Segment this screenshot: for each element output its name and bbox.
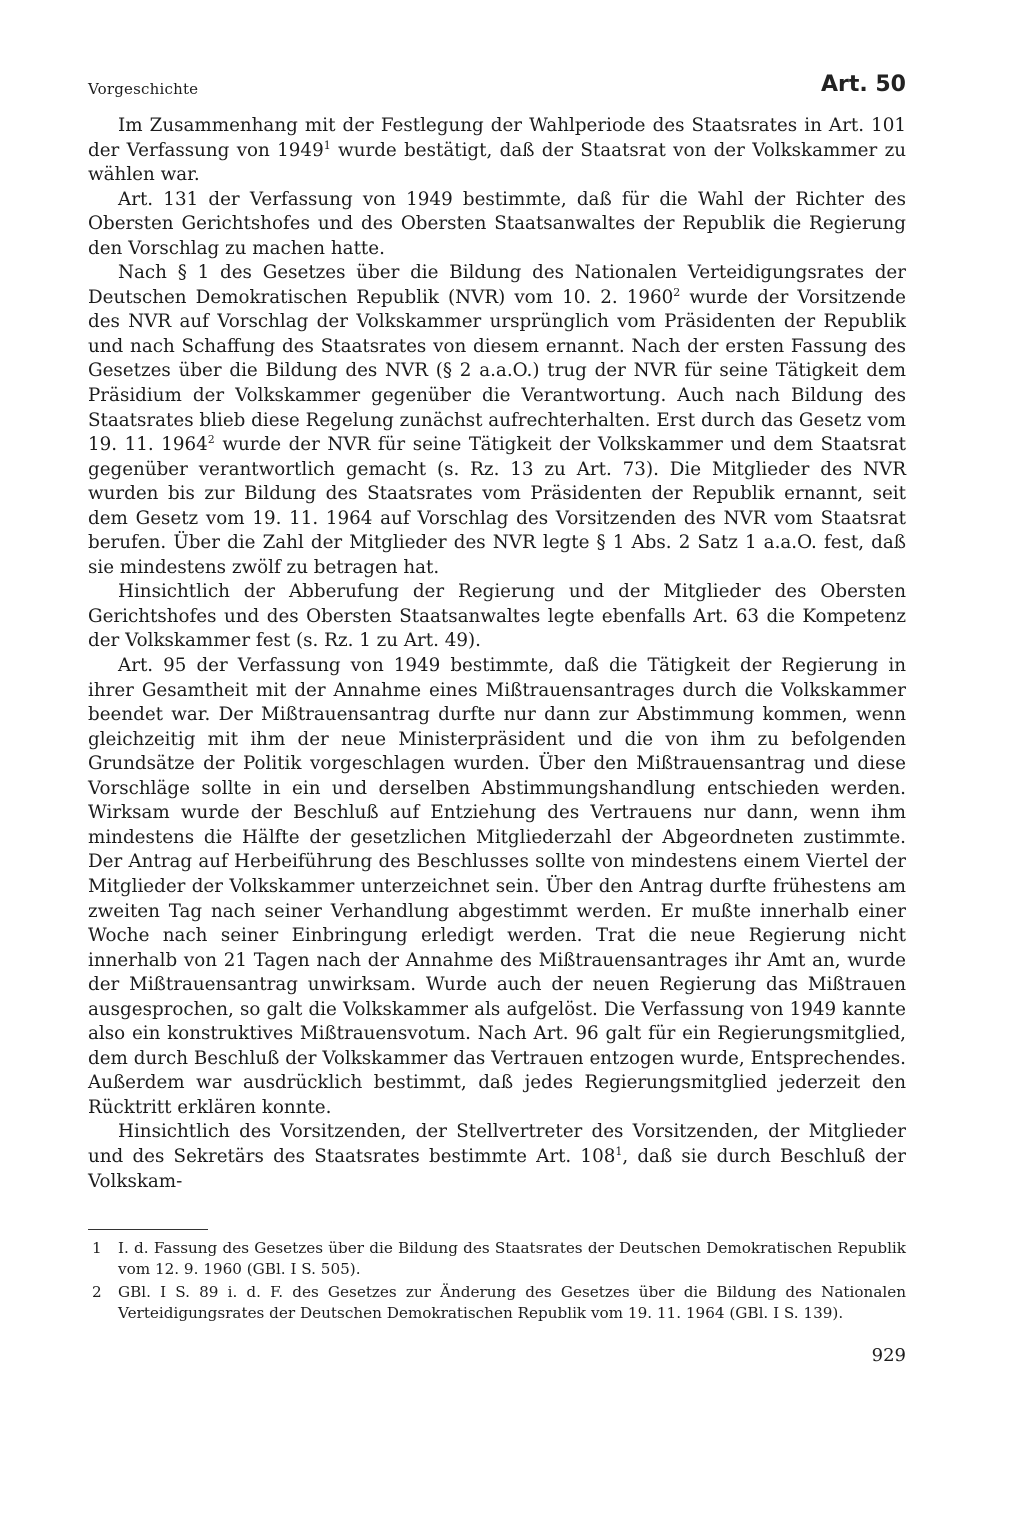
footnote-text: GBl. I S. 89 i. d. F. des Gesetzes zur Änderung des Gesetzes über die Bildung des Nationalen Verteidigungsrates der Deutschen Demokratischen Republik vom 19. 11. 1964 (GBl. I S. 139). [118, 1283, 906, 1322]
footnote-marker: 2 [673, 285, 681, 299]
footnote [88, 1282, 906, 1324]
body-paragraph: Hinsichtlich des Vorsitzenden, der Stellvertreter des Vorsitzenden, der Mitglieder und des Sekretärs des Staatsrates bestimmte Art. $108^1$, daß sie durch Beschluß der Volkskam- [88, 1121, 906, 1192]
footnote-marker: 2 [207, 433, 215, 447]
body-text [88, 114, 906, 1194]
body-paragraph: Art. 131 der Verfassung von 1949 bestimmte, daß für die Wahl der Richter des Obersten Gerichtshofes und des Obersten Staatsanwaltes der Republik die Regierung den Vorschlag zu machen hatte. [88, 188, 906, 259]
article-number: Art. 50 [820, 72, 906, 97]
footnote-divider [88, 1229, 208, 1230]
running-head: Vorgeschichte [88, 80, 199, 98]
footnote-marker: 1 [323, 138, 331, 152]
footnote-text: I. d. Fassung des Gesetzes über die Bildung des Staatsrates der Deutschen Demokratischen Republik vom 12. 9. 1960 (GBl. I S. 505). [118, 1239, 906, 1278]
footnote [88, 1238, 906, 1280]
footnotes [88, 1238, 906, 1326]
body-paragraph: Im Zusammenhang mit der Festlegung der Wahlperiode des Staatsrates in Art. 101 der Verfassung von 1949$^1$ wurde bestätigt, daß der Staatsrat von der Volkskammer zu wählen war. [88, 115, 906, 186]
body-paragraph: Nach § 1 des Gesetzes über die Bildung des Nationalen Verteidigungsrates der Deutschen Demokratischen Republik (NVR) vom 10. 2. 1960$^2$ wurde der Vorsitzende des NVR auf Vorschlag der Volkskammer ursprünglich vom Präsidenten der Republik und nach Schaffung des Staatsrates von diesem ernannt. Nach der ersten Fassung des Gesetzes über die Bildung des NVR (§ 2 a.a.O.) trug der NVR für seine Tätigkeit dem Präsidium der Volkskammer gegenüber die Verantwortung. Auch nach Bildung des Staatsrates blieb diese Regelung zunächst aufrechterhalten. Erst durch das Gesetz vom 19. 11. 1964$^2$ wurde der NVR für seine Tätigkeit der Volkskammer und dem Staatsrat gegenüber verantwortlich gemacht (s. Rz. 13 zu Art. 73). Die Mitglieder des NVR wurden bis zur Bildung des Staatsrates vom Präsidenten der Republik ernannt, seit dem Gesetz vom 19. 11. 1964 auf Vorschlag des Vorsitzenden des NVR vom Staatsrat berufen. Über die Zahl der Mitglieder des NVR legte § 1 Abs. 2 Satz 1 a.a.O. fest, daß sie mindestens zwölf zu betragen hat. [88, 262, 906, 578]
footnote-number: 2 [92, 1283, 102, 1301]
page-number: 929 [871, 1345, 906, 1366]
body-paragraph: Hinsichtlich der Abberufung der Regierung und der Mitglieder des Obersten Gerichtshofes und des Obersten Staatsanwaltes legte ebenfalls Art. 63 die Kompetenz der Volkskammer fest (s. Rz. 1 zu Art. 49). [88, 581, 906, 652]
page-header [88, 68, 906, 102]
footnote-number: 1 [92, 1239, 102, 1257]
body-paragraph: Art. 95 der Verfassung von 1949 bestimmte, daß die Tätigkeit der Regierung in ihrer Gesamtheit mit der Annahme eines Mißtrauensantrages durch die Volkskammer beendet war. Der Mißtrauensantrag durfte nur dann zur Abstimmung kommen, wenn gleichzeitig mit ihm der neue Ministerpräsident und die von ihm zu befolgenden Grundsätze der Politik vorgeschlagen wurden. Über den Mißtrauensantrag und diese Vorschläge sollte in ein und derselben Abstimmungshandlung entschieden werden. Wirksam wurde der Beschluß auf Entziehung des Vertrauens nur dann, wenn ihm mindestens die Hälfte der gesetzlichen Mitgliederzahl der Abgeordneten zustimmte. Der Antrag auf Herbeiführung des Beschlusses sollte von mindestens einem Viertel der Mitglieder der Volkskammer unterzeichnet sein. Über den Antrag durfte frühestens am zweiten Tag nach seiner Verhandlung abgestimmt werden. Er mußte innerhalb einer Woche nach seiner Einbringung erledigt werden. Trat die neue Regierung nicht innerhalb von 21 Tagen nach der Annahme des Mißtrauensantrages ihr Amt an, wurde der Mißtrauensantrag unwirksam. Wurde auch der neuen Regierung das Mißtrauen ausgesprochen, so galt die Volkskammer als aufgelöst. Die Verfassung von 1949 kannte also ein konstruktives Mißtrauensvotum. Nach Art. 96 galt für ein Regierungsmitglied, dem durch Beschluß der Volkskammer das Vertrauen entzogen wurde, Entsprechendes. Außerdem war ausdrücklich bestimmt, daß jedes Regierungsmitglied jederzeit den Rücktritt erklären konnte. [88, 655, 906, 1118]
footnote-marker: 1 [615, 1144, 623, 1158]
